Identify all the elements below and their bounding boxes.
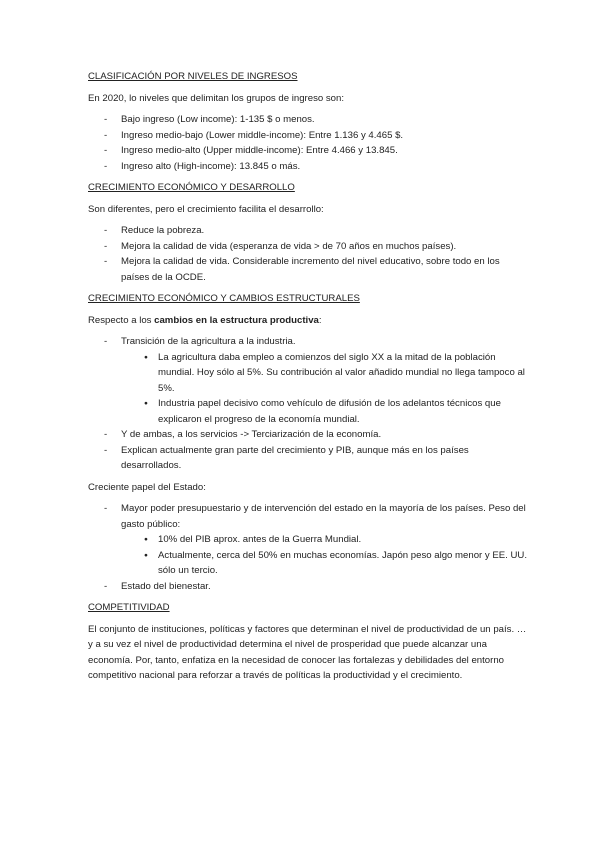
sublist-gasto-publico bbox=[121, 532, 528, 579]
list-item: - Y de ambas, a los servicios -> Terciarización de la economía. bbox=[88, 427, 528, 443]
list-estado bbox=[88, 501, 528, 594]
list-item bbox=[88, 334, 528, 427]
list-item-text: Mayor poder presupuestario y de intervención del estado en la mayoría de los países. Peso del gasto público: bbox=[121, 503, 526, 530]
list-item-text: Transición de la agricultura a la industria. bbox=[121, 336, 296, 347]
intro-colon: : bbox=[318, 314, 322, 326]
list-item: - Explican actualmente gran parte del crecimiento y PIB, aunque más en los países desarrollados. bbox=[88, 443, 528, 474]
list-desarrollo bbox=[88, 223, 528, 285]
intro-text: Respecto a los bbox=[88, 314, 155, 326]
heading-competitividad: COMPETITIVIDAD bbox=[88, 602, 170, 613]
paragraph-intro-cambios bbox=[88, 313, 528, 329]
sublist-item: ● Industria papel decisivo como vehículo de difusión de los adelantos técnicos que explicaron el progreso de la economía mundial. bbox=[121, 396, 528, 427]
list-item: - Ingreso medio-bajo (Lower middle-income): Entre 1.136 y 4.465 $. bbox=[88, 128, 528, 144]
sublist-agricultura-industria bbox=[121, 350, 528, 428]
list-item: - Reduce la pobreza. bbox=[88, 223, 528, 239]
document-content bbox=[88, 69, 528, 690]
list-item bbox=[88, 501, 528, 579]
list-niveles-ingreso bbox=[88, 112, 528, 174]
sublist-item: ● La agricultura daba empleo a comienzos del siglo XX a la mitad de la población mundial. Hoy sólo al 5%. Su contribución al valor añadido mundial no llega tampoco al 5%. bbox=[121, 350, 528, 397]
sublist-item: ● 10% del PIB aprox. antes de la Guerra Mundial. bbox=[121, 532, 528, 548]
paragraph-intro-estado: Creciente papel del Estado: bbox=[88, 481, 206, 493]
sublist-item: ● Actualmente, cerca del 50% en muchas economías. Japón peso algo menor y EE. UU. sólo un tercio. bbox=[121, 548, 528, 579]
list-item: - Mejora la calidad de vida. Considerable incremento del nivel educativo, sobre todo en los países de la OCDE. bbox=[88, 254, 528, 285]
list-item: - Ingreso medio-alto (Upper middle-income): Entre 4.466 y 13.845. bbox=[88, 143, 528, 159]
list-item: - Ingreso alto (High-income): 13.845 o más. bbox=[88, 159, 528, 175]
intro-bold-text: cambios en la estructura productiva bbox=[154, 314, 319, 326]
heading-clasificacion: CLASIFICACIÓN POR NIVELES DE INGRESOS bbox=[88, 71, 298, 82]
paragraph-intro-desarrollo: Son diferentes, pero el crecimiento facilita el desarrollo: bbox=[88, 203, 324, 215]
paragraph-intro-ingresos: En 2020, lo niveles que delimitan los grupos de ingreso son: bbox=[88, 92, 344, 104]
list-cambios bbox=[88, 334, 528, 474]
list-item: - Bajo ingreso (Low income): 1-135 $ o menos. bbox=[88, 112, 528, 128]
heading-crecimiento-desarrollo: CRECIMIENTO ECONÓMICO Y DESARROLLO bbox=[88, 182, 295, 193]
list-item: - Mejora la calidad de vida (esperanza de vida > de 70 años en muchos países). bbox=[88, 239, 528, 255]
paragraph-competitividad: El conjunto de instituciones, políticas y factores que determinan el nivel de productividad de un país. … y a su vez el nivel de productividad determina el nivel de prosperidad que puede alcanzar una economía. Por, tanto, enfatiza en la necesidad de conocer las fortalezas y debilidades del entorno competitivo nacional para reforzar a través de políticas la productividad y el crecimiento. bbox=[88, 623, 527, 681]
heading-cambios-estructurales: CRECIMIENTO ECONÓMICO Y CAMBIOS ESTRUCTURALES bbox=[88, 293, 360, 304]
list-item: - Estado del bienestar. bbox=[88, 579, 528, 595]
